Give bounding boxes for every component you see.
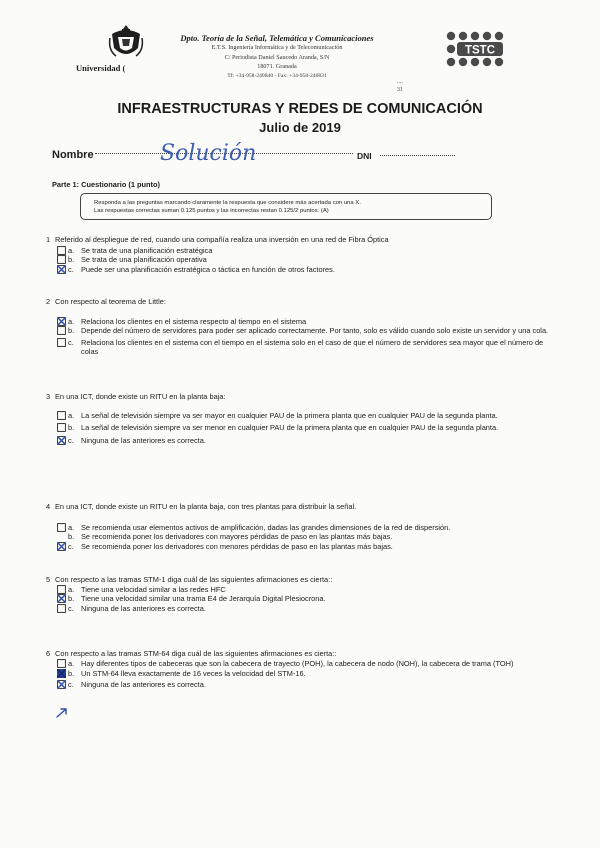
option-letter: c. bbox=[68, 337, 74, 347]
option-4c bbox=[57, 542, 562, 551]
option-2a bbox=[57, 317, 562, 326]
question-number: 3 bbox=[46, 392, 51, 401]
page-marks: .... 31 bbox=[397, 79, 403, 93]
question-text: Referido al despliegue de red, cuando una compañía realiza una inversión en una red de Fibra Óptica bbox=[55, 235, 389, 244]
dni-label: DNI bbox=[357, 151, 372, 161]
name-label: Nombre bbox=[52, 149, 94, 161]
university-crest-icon bbox=[108, 22, 144, 62]
option-letter: a. bbox=[68, 411, 75, 421]
checkbox-1c[interactable] bbox=[57, 265, 66, 274]
option-1a bbox=[57, 246, 562, 255]
option-text: Puede ser una planificación estratégica o táctica en función de otros factores. bbox=[81, 264, 335, 274]
option-6c bbox=[57, 680, 562, 689]
option-text: Relaciona los clientes en el sistema respecto al tiempo en el sistema bbox=[81, 317, 307, 327]
option-1c bbox=[57, 265, 562, 274]
exam-title: INFRAESTRUCTURAS Y REDES DE COMUNICACIÓN bbox=[117, 101, 483, 117]
option-letter: a. bbox=[68, 523, 75, 533]
checkbox-5b[interactable] bbox=[57, 594, 66, 603]
option-text: Se trata de una planificación estratégica bbox=[81, 246, 213, 256]
instructions-line-1: Responda a las preguntas marcando claramente la respuesta que considere más acertada con una X. bbox=[94, 200, 361, 206]
option-6b bbox=[57, 669, 562, 678]
question-text: En una ICT, donde existe un RITU en la planta baja: bbox=[55, 392, 226, 401]
address-line-1: E.T.S. Ingeniería Informática y de Telecomunicación bbox=[211, 44, 343, 52]
option-text: Hay diferentes tipos de cabeceras que son la cabecera de trayecto (POH), la cabecera de nodo (NOH), la cabecera de trama (TOH) bbox=[81, 659, 514, 669]
option-5a bbox=[57, 585, 562, 594]
question-4 bbox=[46, 502, 562, 551]
question-6 bbox=[46, 649, 562, 689]
option-text: Se trata de una planificación operativa bbox=[81, 255, 207, 265]
checkbox-3a[interactable] bbox=[57, 411, 66, 420]
checkbox-6b[interactable] bbox=[57, 669, 66, 678]
checkbox-4a[interactable] bbox=[57, 523, 66, 532]
handwritten-solucion-text: Solución bbox=[160, 141, 257, 166]
option-text: Tiene una velocidad similar a las redes HFC bbox=[81, 585, 226, 595]
question-2 bbox=[46, 297, 562, 356]
dni-field-line[interactable] bbox=[380, 155, 455, 156]
option-text: Un STM-64 lleva exactamente de 16 veces la velocidad del STM-16. bbox=[81, 669, 306, 679]
option-4b bbox=[57, 532, 562, 541]
question-number: 6 bbox=[46, 649, 51, 658]
option-text: Ninguna de las anteriores es correcta. bbox=[81, 435, 206, 445]
option-text: Se recomienda usar elementos activos de amplificación, dadas las grandes dimensiones de la red de dispersión. bbox=[81, 523, 451, 533]
question-number: 5 bbox=[46, 575, 51, 584]
checkbox-4b bbox=[57, 532, 66, 541]
checkbox-3b[interactable] bbox=[57, 423, 66, 432]
checkbox-2c[interactable] bbox=[57, 338, 66, 347]
option-text: Depende del número de servidores para poder ser aplicado correctamente. Por tanto, solo es válido cuando solo existe un servidor y una cola. bbox=[81, 326, 549, 336]
checkbox-2a[interactable] bbox=[57, 317, 66, 326]
question-text: Con respecto al teorema de Little: bbox=[55, 297, 166, 306]
question-text: Con respecto a las tramas STM-1 diga cuál de las siguientes afirmaciones es cierta:: bbox=[55, 575, 333, 584]
option-letter: b. bbox=[68, 532, 75, 542]
handwritten-solucion bbox=[158, 134, 268, 168]
instructions-line-2: Las respuestas correctas suman 0.125 puntos y las incorrectas restan 0.125/2 puntos. (A) bbox=[94, 207, 329, 214]
option-letter: c. bbox=[68, 603, 74, 613]
phone-line: Tf: +34-958-240840 - Fax: +34-958-240831 bbox=[227, 72, 327, 79]
question-number: 1 bbox=[46, 235, 51, 244]
question-1 bbox=[46, 235, 562, 274]
option-letter: b. bbox=[68, 326, 75, 336]
option-text: Ninguna de las anteriores es correcta. bbox=[81, 679, 206, 689]
question-text: En una ICT, donde existe un RITU en la planta baja, con tres plantas para distribuir la señal. bbox=[55, 502, 357, 511]
checkbox-5c[interactable] bbox=[57, 604, 66, 613]
option-text: La señal de televisión siempre va ser menor en cualquier PAU de la primera planta que en cualquier PAU de la segunda planta. bbox=[81, 423, 499, 433]
checkbox-5a[interactable] bbox=[57, 585, 66, 594]
tstc-logo-icon bbox=[444, 30, 504, 70]
option-letter: a. bbox=[68, 246, 75, 256]
address-line-3: 18071. Granada bbox=[257, 63, 297, 71]
question-number: 4 bbox=[46, 502, 51, 511]
checkbox-1b[interactable] bbox=[57, 255, 66, 264]
instructions-box bbox=[80, 193, 492, 220]
option-5c bbox=[57, 604, 562, 613]
option-text: Se recomienda poner los derivadores con mayores pérdidas de paso en las plantas más bajas. bbox=[81, 532, 393, 542]
option-letter: c. bbox=[68, 435, 74, 445]
option-letter: c. bbox=[68, 679, 74, 689]
option-3c bbox=[57, 436, 562, 445]
checkbox-4c[interactable] bbox=[57, 542, 66, 551]
part-title: Parte 1: Cuestionario (1 punto) bbox=[52, 180, 160, 189]
option-text: La señal de televisión siempre va ser mayor en cualquier PAU de la primera planta que en cualquier PAU de la segunda planta. bbox=[81, 411, 498, 421]
option-letter: a. bbox=[68, 317, 75, 327]
handwritten-arrow-icon bbox=[56, 706, 70, 718]
option-4a bbox=[57, 523, 562, 532]
checkbox-2b[interactable] bbox=[57, 326, 66, 335]
option-letter: b. bbox=[68, 669, 75, 679]
checkbox-6c[interactable] bbox=[57, 680, 66, 689]
option-3a bbox=[57, 411, 562, 420]
question-5 bbox=[46, 575, 562, 613]
option-3b bbox=[57, 423, 562, 432]
option-5b bbox=[57, 594, 562, 603]
option-text: Tiene una velocidad similar una trama E4 de Jerarquía Digital Plesiocrona. bbox=[81, 594, 326, 604]
option-2b bbox=[57, 326, 562, 335]
option-letter: a. bbox=[68, 659, 75, 669]
checkbox-1a[interactable] bbox=[57, 246, 66, 255]
option-letter: c. bbox=[68, 541, 74, 551]
question-text: Con respecto a las tramas STM-64 diga cuál de las siguientes afirmaciones es cierta:: bbox=[55, 649, 337, 658]
checkbox-3c[interactable] bbox=[57, 436, 66, 445]
department-block bbox=[162, 34, 392, 81]
address-line-2: C/ Periodista Daniel Saucedo Aranda, S/N bbox=[224, 53, 330, 61]
option-1b bbox=[57, 255, 562, 264]
option-letter: c. bbox=[68, 264, 74, 274]
option-text: Se recomienda poner los derivadores con menores pérdidas de paso en las plantas más bajas. bbox=[81, 541, 393, 551]
option-text: Relaciona los clientes en el sistema con el tiempo en el sistema solo en el caso de que el número de servidores sea mayor que el número de colas bbox=[81, 337, 544, 356]
checkbox-6a[interactable] bbox=[57, 659, 66, 668]
question-3 bbox=[46, 392, 562, 445]
option-letter: b. bbox=[68, 423, 75, 433]
option-letter: a. bbox=[68, 585, 75, 595]
question-number: 2 bbox=[46, 297, 51, 306]
university-name: Universidad ( bbox=[76, 63, 126, 73]
option-letter: b. bbox=[68, 255, 75, 265]
logo-text: TSTC bbox=[464, 44, 496, 57]
option-2c bbox=[57, 338, 562, 356]
exam-date: Julio de 2019 bbox=[259, 120, 341, 135]
option-6a bbox=[57, 659, 562, 668]
option-letter: b. bbox=[68, 594, 75, 604]
department-name: Dpto. Teoría de la Señal, Telemática y Comunicaciones bbox=[180, 33, 374, 43]
option-text: Ninguna de las anteriores es correcta. bbox=[81, 603, 206, 613]
